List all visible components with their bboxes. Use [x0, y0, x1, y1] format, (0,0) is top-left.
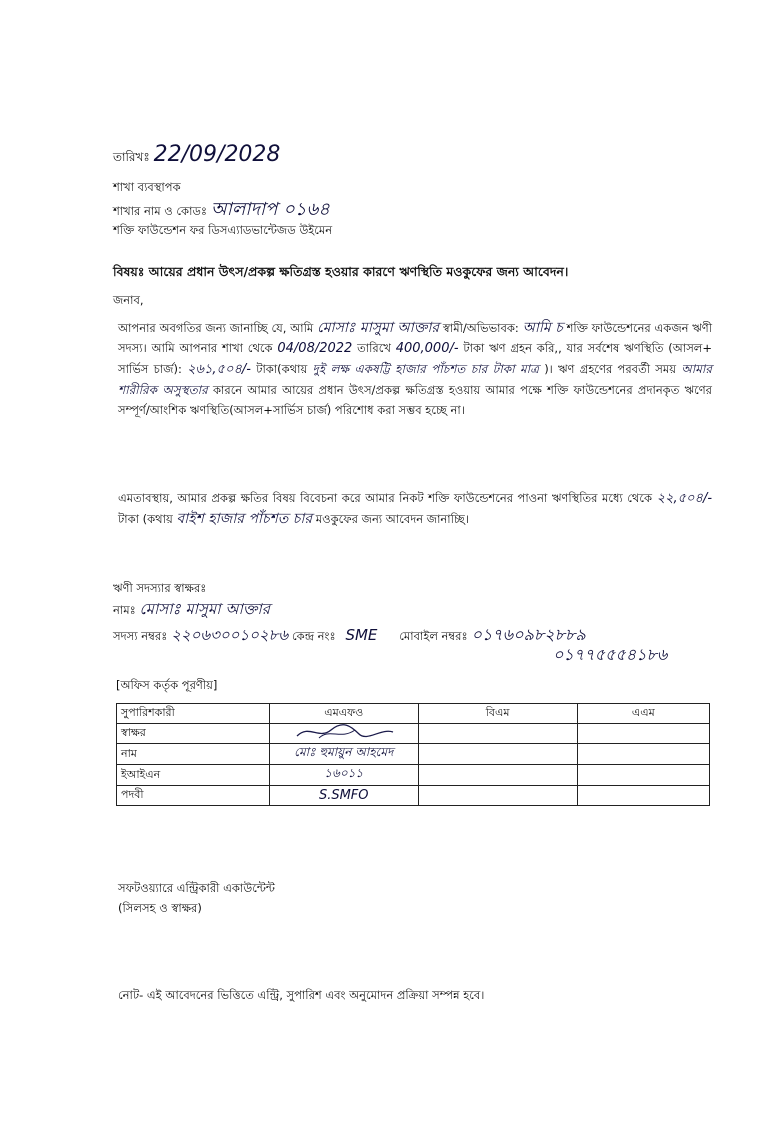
- mobile-number-1: ০১৭৬০৯৮২৮৮৯: [471, 625, 586, 644]
- mfo-ein-cell: ১৬০১১: [269, 765, 418, 786]
- p1-text-8: কারনে আমার আয়ের প্রধান উৎস/প্রকল্প ক্ষতিগ্রস্ত হওয়ায় আমার পক্ষে শক্তি ফাউন্ডেশনের প্রদানকৃত ঋণের সম্পূর্ণ/আংশিক ঋণস্থিতি(আসল+সার্ভিস চার্জ) পরিশোধ করা সম্ভব হচ্ছে না।: [118, 383, 712, 417]
- bm-cell: [418, 744, 577, 765]
- table-header-row: [117, 704, 710, 724]
- p1-text-6: টাকা(কথায়: [256, 362, 308, 376]
- mfo-signature-cell: [269, 724, 418, 744]
- row-label: ইআইএন: [117, 765, 270, 786]
- branch-value: আলাদাপ ০১৬৪: [210, 199, 330, 220]
- center-number-label: কেন্দ্র নংঃ: [291, 629, 336, 643]
- am-cell: [577, 786, 709, 806]
- p1-text-4: তারিখে: [357, 341, 391, 355]
- member-number-label: সদস্য নম্বরঃ: [113, 629, 168, 643]
- member-name-value: মোসাঃ মাসুমা আক্তার: [139, 600, 271, 618]
- recommendation-table: [116, 703, 710, 806]
- p1-text-7: )। ঋণ গ্রহণের পরবর্তী সময়: [544, 362, 677, 376]
- table-header: এএম: [577, 704, 709, 724]
- subject-line: বিষয়ঃ আয়ের প্রধান উৎস/প্রকল্প ক্ষতিগ্রস্ত হওয়ার কারণে ঋণস্থিতি মওকুফের জন্য আবেদন।: [113, 264, 569, 279]
- date-label: তারিখঃ: [113, 150, 150, 164]
- p1-text-2: স্বামী/অভিভাবক:: [442, 321, 519, 335]
- am-cell: [577, 765, 709, 786]
- row-label: নাম: [117, 744, 270, 765]
- waiver-amount: ২২,৫০৪/-: [656, 491, 713, 506]
- table-row: [117, 744, 710, 765]
- mobile-number-2: ০১৭৭৫৫৫৪১৮৬: [553, 645, 668, 664]
- table-row: [117, 765, 710, 786]
- org-name: শক্তি ফাউন্ডেশন ফর ডিসএ্যাডভান্টেজড উইমেন: [113, 223, 333, 237]
- row-label: পদবী: [117, 786, 270, 806]
- table-header: বিএম: [418, 704, 577, 724]
- member-name-line: [113, 598, 270, 623]
- guardian-name: আমি চ: [522, 320, 563, 336]
- applicant-name: মোসাঃ মাসুমা আক্তার: [317, 320, 440, 336]
- signature-scribble-icon: [289, 724, 399, 740]
- accountant-title: সফটওয়্যারে এন্ট্রিকারী একাউন্টেন্ট: [118, 881, 275, 895]
- p1-text-1: আপনার অবগতির জন্য জানাচ্ছি যে, আমি: [118, 321, 314, 335]
- mobile-label: মোবাইল নম্বরঃ: [399, 629, 468, 643]
- mfo-designation-cell: S.SMFO: [269, 786, 418, 806]
- application-paragraph-1: [118, 318, 712, 420]
- p1-text-3: শক্তি ফাউন্ডেশনের একজন ঋণী সদস্য। আমি আপনার শাখা থেকে: [118, 321, 713, 355]
- loan-balance: ২৬১,৫০৪/-: [187, 362, 251, 377]
- accountant-seal-note: (সিলসহ ও স্বাক্ষর): [118, 901, 202, 915]
- loan-amount: 400,000/-: [395, 341, 459, 356]
- member-number-line: [113, 622, 586, 649]
- table-row: [117, 724, 710, 744]
- p2-text-1: এমতাবস্থায়, আমার প্রকল্প ক্ষতির বিষয় বিবেচনা করে আমার নিকট শক্তি ফাউন্ডেশনের পাওনা ঋণস্থিতির মধ্যে থেকে: [118, 491, 653, 505]
- balance-in-words: দুই লক্ষ একষট্টি হাজার পাঁচশত চার টাকা মাত্র: [312, 362, 539, 376]
- member-signature-title: ঋণী সদস্যার স্বাক্ষরঃ: [113, 581, 207, 595]
- bm-cell: [418, 786, 577, 806]
- table-header: সুপারিশকারী: [117, 704, 270, 724]
- table-header: এমএফও: [269, 704, 418, 724]
- office-use-label: [অফিস কর্তৃক পূরণীয়]: [116, 678, 218, 692]
- bm-cell: [418, 724, 577, 744]
- member-number-value: ২২০৬৩০০১০২৮৬: [171, 626, 289, 644]
- row-label: স্বাক্ষর: [117, 724, 270, 744]
- am-cell: [577, 744, 709, 765]
- damage-reason: আমার শারীরিক অসুস্থতার: [118, 362, 713, 397]
- salutation: জনাব,: [113, 293, 144, 307]
- table-row: [117, 786, 710, 806]
- bm-cell: [418, 765, 577, 786]
- recipient-title: শাখা ব্যবস্থাপক: [113, 180, 181, 194]
- application-paragraph-2: [118, 488, 712, 529]
- am-cell: [577, 724, 709, 744]
- p2-text-3: মওকুফের জন্য আবেদন জানাচ্ছি।: [315, 512, 469, 526]
- mfo-name-cell: মোঃ হুমায়ুন আহমেদ: [269, 744, 418, 765]
- p1-text-5: টাকা ঋণ গ্রহন করি,, যার সর্বশেষ ঋণস্থিতি (আসল+ সার্ভিস চার্জ):: [118, 341, 712, 376]
- p2-text-2: টাকা (কথায়: [118, 512, 173, 526]
- center-number-value: SME: [345, 626, 378, 644]
- footer-note: নোট- এই আবেদনের ভিত্তিতে এন্ট্রি, সুপারিশ এবং অনুমোদন প্রক্রিয়া সম্পন্ন হবে।: [118, 988, 485, 1002]
- branch-label: শাখার নাম ও কোডঃ: [113, 204, 208, 218]
- waiver-in-words: বাইশ হাজার পাঁচশত চার: [176, 511, 313, 527]
- member-name-label: নামঃ: [113, 603, 136, 617]
- date-value: 22/09/2028: [153, 142, 281, 167]
- date-line: [113, 142, 280, 169]
- loan-date: 04/08/2022: [277, 341, 353, 356]
